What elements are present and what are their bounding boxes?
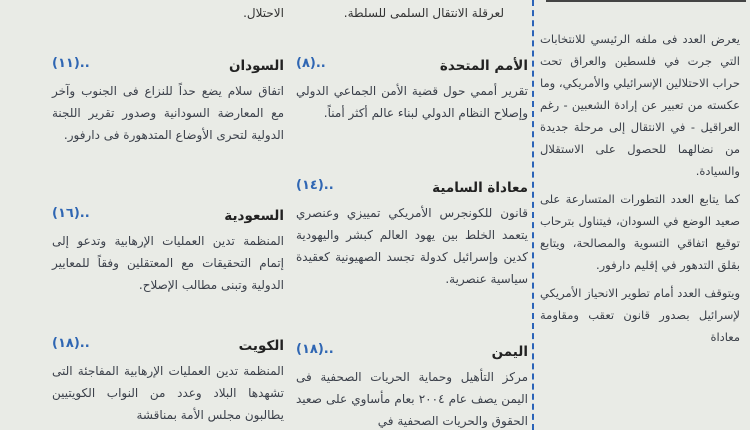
page-reference: (١٨).. bbox=[52, 336, 90, 351]
article-header bbox=[52, 334, 284, 360]
top-fragment-right: لعرقلة الانتقال السلمى للسلطة. bbox=[343, 6, 504, 20]
article-antisemitism bbox=[296, 176, 528, 290]
sidebar-paragraph: ويتوقف العدد أمام تطوير الانحياز الأمريكي لإسرائيل بصدور قانون تعقب ومقاومة معاداة bbox=[540, 286, 740, 344]
article-body: قانون للكونجرس الأمريكي تمييزي وعنصري يتعمد الخلط بين يهود العالم كبشر واليهودية كدين وإسرائيل كدولة تجسد الصهيونية كعقيدة سياسية عنصرية. bbox=[296, 206, 528, 286]
article-body: المنظمة تدين العمليات الإرهابية المفاجئة التى تشهدها البلاد وعدد من النواب الكويتيين يطالبون مجلس الأمة بمناقشة bbox=[52, 364, 284, 422]
sidebar-paragraph: كما يتابع العدد التطورات المتسارعة على صعيد الوضع في السودان، فيتناول بترحاب توقيع اتفاقي التسوية والمصالحة، ويتابع بقلق التدهور في إقليم دارفور. bbox=[540, 192, 740, 272]
page-reference: (١١).. bbox=[52, 56, 90, 71]
article-header bbox=[296, 340, 528, 366]
article-saudi bbox=[52, 204, 284, 296]
column-divider bbox=[532, 0, 534, 430]
article-yemen bbox=[296, 340, 528, 430]
sidebar-paragraph: يعرض العدد فى ملفه الرئيسي للانتخابات التي جرت في فلسطين والعراق تحت حراب الاحتلالين الإسرائيلي والأمريكي، وما عكسته من تعبير عن إرادة الشعبين - رغم العراقيل - في الانتقال إلى مرحلة جديدة من نضالهما للحصول على الاستقلال والسيادة. bbox=[540, 32, 740, 178]
article-title: الكويت bbox=[238, 338, 284, 354]
article-header bbox=[296, 54, 528, 80]
article-body: المنظمة تدين العمليات الإرهابية وتدعو إلى إتمام التحقيقات مع المعتقلين وفقاً للمعايير الدولية وتبنى مطالب الإصلاح. bbox=[52, 234, 284, 292]
article-kuwait bbox=[52, 334, 284, 426]
article-title: السعودية bbox=[224, 208, 284, 224]
sidebar-top-rule bbox=[546, 0, 746, 8]
article-title: الأمم المتحدة bbox=[439, 58, 528, 74]
article-title: معاداة السامية bbox=[432, 180, 528, 196]
page-reference: (١٨).. bbox=[296, 342, 334, 357]
page-reference: (١٦).. bbox=[52, 206, 90, 221]
top-fragment-left: الاحتلال. bbox=[243, 6, 284, 20]
article-un bbox=[296, 54, 528, 124]
article-header bbox=[52, 204, 284, 230]
article-title: اليمن bbox=[491, 344, 528, 360]
article-title: السودان bbox=[229, 58, 284, 74]
article-header bbox=[296, 176, 528, 202]
article-body: تقرير أممي حول قضية الأمن الجماعي الدولي وإصلاح النظام الدولي لبناء عالم أكثر أمناً. bbox=[296, 84, 528, 120]
page-reference: (٨).. bbox=[296, 56, 326, 71]
article-header bbox=[52, 54, 284, 80]
page-reference: (١٤).. bbox=[296, 178, 334, 193]
article-sudan bbox=[52, 54, 284, 146]
article-body: مركز التأهيل وحماية الحريات الصحفية فى اليمن يصف عام ٢٠٠٤ بعام مأساوي على صعيد الحقوق والحريات الصحفية في bbox=[296, 370, 528, 428]
sidebar-intro bbox=[540, 28, 740, 354]
article-body: اتفاق سلام يضع حداً للنزاع فى الجنوب وآخر مع المعارضة السودانية وصدور تقرير اللجنة الدولية لتحرى الأوضاع المتدهورة فى دارفور. bbox=[52, 84, 284, 142]
